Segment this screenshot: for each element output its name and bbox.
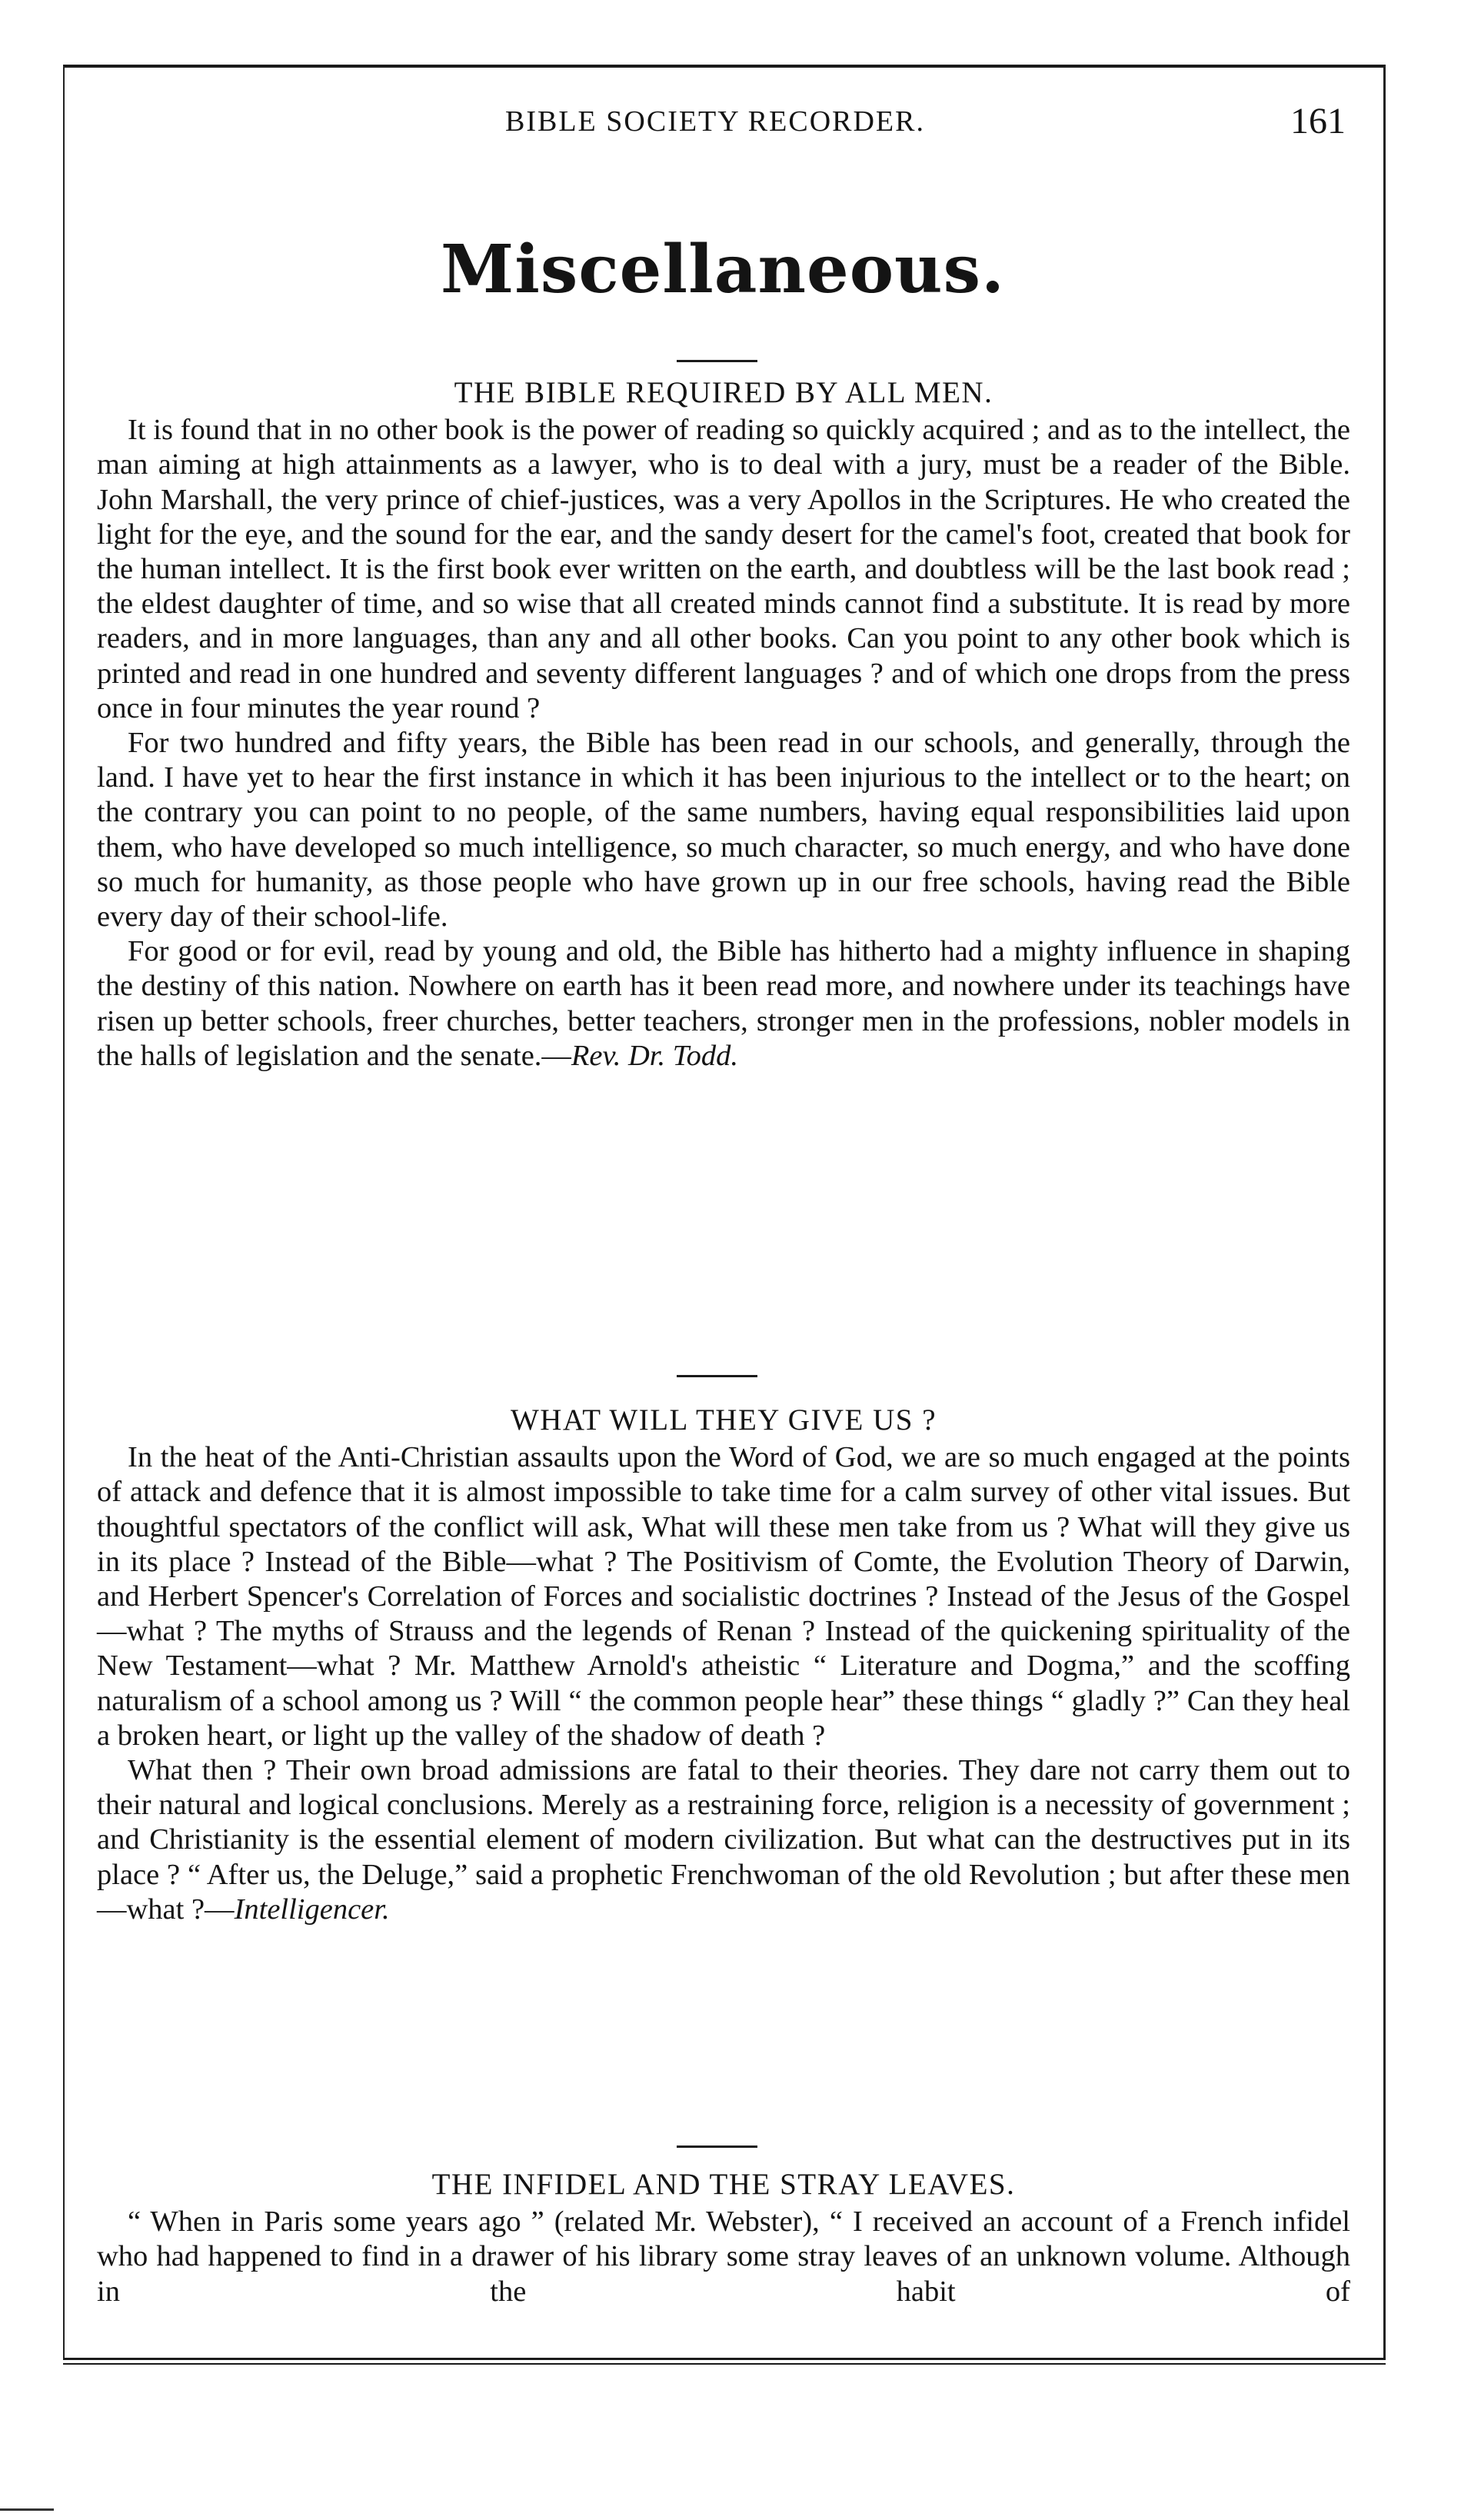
article-divider xyxy=(677,1375,757,1377)
article-infidel-stray-leaves xyxy=(97,2167,1350,2309)
running-head: BIBLE SOCIETY RECORDER. xyxy=(505,105,925,138)
article-paragraph: For two hundred and fifty years, the Bible has been read in our schools, and generally, through the land. I have yet to hear the first instance in which it has been injurious to the intellect or to the heart; on the contrary you can point to no people, of the same numbers, having equal responsibilities laid upon them, who have developed so much intelligence, so much character, so much energy, and who have done so much for humanity, as those people who have grown up in our free schools, having read the Bible every day of their school-life. xyxy=(97,727,1350,934)
paragraph-text: What then ? Their own broad admissions are fatal to their theories. They dare not carry them out to their natural and logical conclusions. Merely as a restraining force, religion is a necessity of government ; and Christianity is the essential element of modern civilization. But what can the destructives put in its place ? “ After us, the Deluge,” said a prophetic Frenchwoman of the old Revolution ; but after these men—what ?— xyxy=(97,1754,1350,1926)
article-what-will-they-give xyxy=(97,1403,1350,1927)
article-paragraph xyxy=(97,934,1350,1074)
title-divider xyxy=(677,360,757,362)
article-heading: THE BIBLE REQUIRED BY ALL MEN. xyxy=(454,376,993,409)
article-body xyxy=(97,2205,1350,2309)
article-paragraph xyxy=(97,1753,1350,1927)
article-bible-required xyxy=(97,375,1350,1074)
article-citation: Rev. Dr. Todd. xyxy=(571,1039,739,1072)
article-heading: THE INFIDEL AND THE STRAY LEAVES. xyxy=(431,2168,1016,2201)
section-title: Miscellaneous. xyxy=(441,231,1005,308)
article-paragraph: In the heat of the Anti-Christian assaults upon the Word of God, we are so much engaged at the points of attack and defence that it is almost impossible to take time for a calm survey of other vital issues. But thoughtful spectators of the conflict will ask, What will these men take from us ? What will they give us in its place ? Instead of the Bible—what ? The Positivism of Comte, the Evolution Theory of Darwin, and Herbert Spencer's Correlation of Forces and socialistic doctrines ? Instead of the Jesus of the Gospel—what ? The myths of Strauss and the legends of Renan ? Instead of the quickening spirituality of the New Testament—what ? Mr. Matthew Arnold's atheistic “ Literature and Dogma,” and the scoffing naturalism of a school among us ? Will “ the common people hear” these things “ gladly ?” Can they heal a broken heart, or light up the valley of the shadow of death ? xyxy=(97,1441,1350,1752)
article-paragraph: “ When in Paris some years ago ” (related Mr. Webster), “ I received an account of a French infidel who had happened to find in a drawer of his library some stray leaves of an unknown volume. Although in the habit of xyxy=(97,2205,1350,2308)
article-paragraph: It is found that in no other book is the power of reading so quickly acquired ; and as to the intellect, the man aiming at high attainments as a lawyer, who is to deal with a jury, must be a reader of the Bible. John Marshall, the very prince of chief-justices, was a very Apollos in the Scriptures. He who created the light for the eye, and the sound for the ear, and the sandy desert for the camel's foot, created that book for the human intellect. It is the first book ever written on the earth, and doubtless will be the last book read ; the eldest daughter of time, and so wise that all created minds cannot find a substitute. It is read by more readers, and in more languages, than any and all other books. Can you point to any other book which is printed and read in one hundred and seventy different languages ? and of which one drops from the press once in four minutes the year round ? xyxy=(97,414,1350,724)
article-body xyxy=(97,413,1350,1074)
article-heading: WHAT WILL THEY GIVE US ? xyxy=(510,1403,937,1436)
paragraph-text: For good or for evil, read by young and old, the Bible has hitherto had a mighty influence in shaping the destiny of this nation. Nowhere on earth has it been read more, and nowhere under its teachings have risen up better schools, freer churches, better teachers, stronger men in the professions, nobler models in the halls of legislation and the senate.— xyxy=(97,935,1350,1072)
article-body xyxy=(97,1440,1350,1927)
bottom-rule xyxy=(63,2358,1386,2365)
page-header xyxy=(77,100,1353,146)
corner-mark xyxy=(0,2508,54,2511)
article-divider xyxy=(677,2145,757,2148)
page-number: 161 xyxy=(1290,101,1346,141)
article-citation: Intelligencer. xyxy=(234,1892,390,1926)
